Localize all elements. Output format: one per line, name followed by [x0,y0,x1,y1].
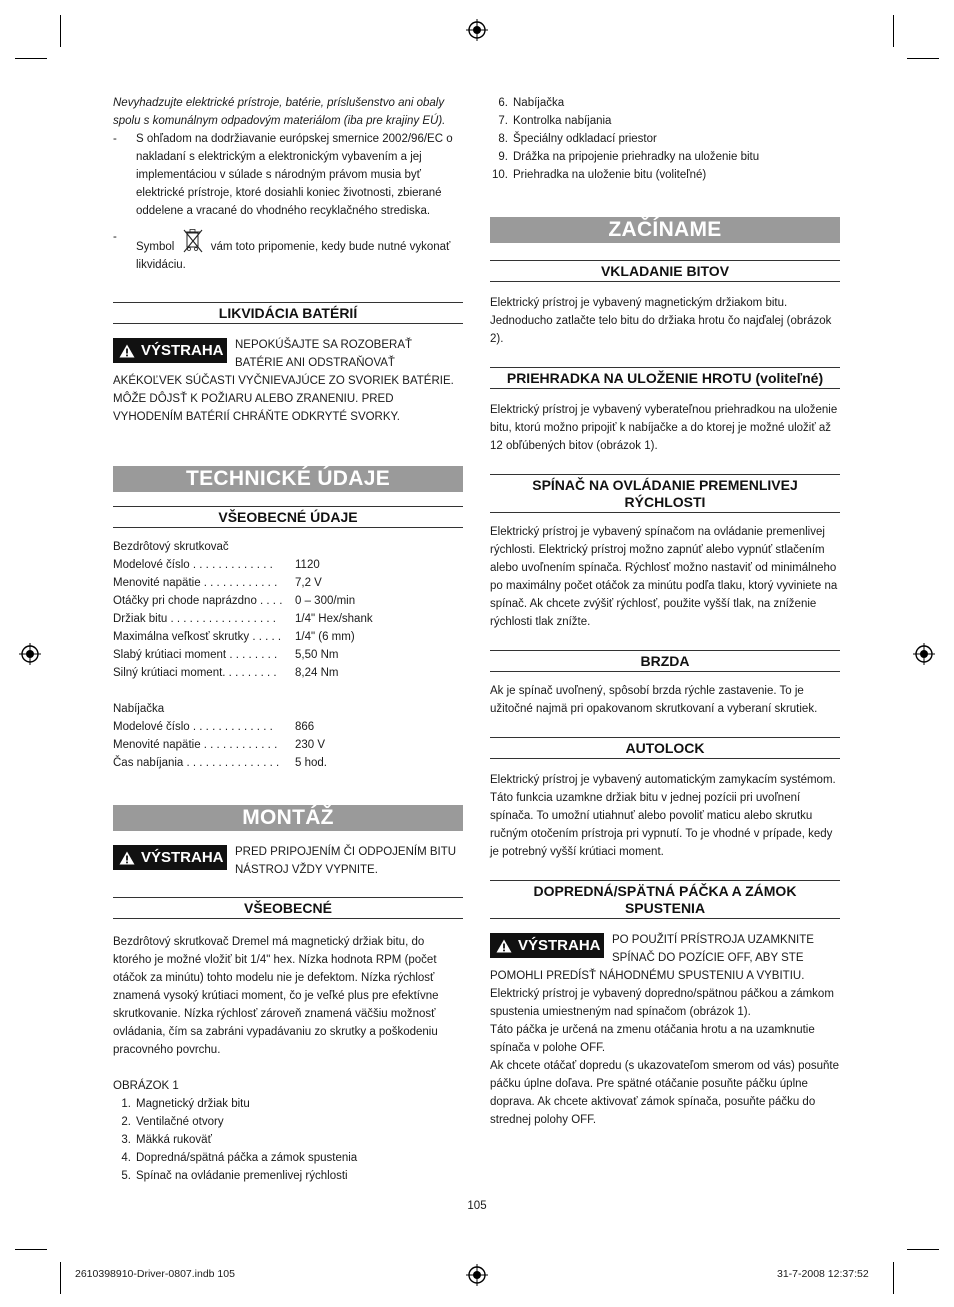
warning-badge [113,845,227,870]
autolock-heading: AUTOLOCK [490,737,840,759]
spec-row: Čas nabíjania . . . . . . . . . . . . . . . 5 hod. [113,757,327,769]
spec-row: Slabý krútiaci moment . . . . . . . . 5,50 Nm [113,649,339,661]
footer-file-info: 2610398910-Driver-0807.indb 105 [75,1268,235,1280]
bit-storage-text: Elektrický prístroj je vybavený vyberateľnou priehradkou na uloženie bitu, ktorú možno pripojiť k nabíjačke a do ktorej je možné uložiť až 12 obľúbených bitov (obrázok 1). [490,404,838,452]
crop-mark [60,1262,61,1294]
spec-row: Menovité napätie . . . . . . . . . . . . 7,2 V [113,577,322,589]
warning-triangle-icon [119,344,135,358]
warning-badge [113,338,227,363]
driver-title: Bezdrôtový skrutkovač [113,541,229,553]
disposal-bullet-text: S ohľadom na dodržiavanie európskej smernice 2002/96/EC o nakladaní s elektrickým a elektronickým vybavením a jej implementáciou v súlade s národným právom musia byť elektrické prístroje, ktoré dosiahli koniec životnosti, zbierané oddelene a vracané do vhodného recyklačného strediska. [136,133,453,217]
warning-label: VÝSTRAHA [141,849,224,866]
list-item: 5. Spínač na ovládanie premenlivej rýchlosti [121,1170,348,1182]
list-item: 1. Magnetický držiak bitu [121,1098,250,1110]
crop-mark [15,1249,47,1250]
insert-bits-heading: VKLADANIE BITOV [490,260,840,282]
registration-mark-icon [466,19,488,41]
charger-specs [113,718,463,772]
warning-badge [490,933,604,958]
spec-row: Silný krútiaci moment. . . . . . . . . 8,24 Nm [113,667,339,679]
list-item: 9. Drážka na pripojenie priehradky na uloženie bitu [498,151,760,163]
assembly-title: MONTÁŽ [113,805,463,831]
registration-mark-icon [19,643,41,665]
general-data-heading: VŠEOBECNÉ ÚDAJE [113,506,463,528]
brake-text: Ak je spínač uvoľnený, spôsobí brzda rýchle zastavenie. To je užitočné najmä pri opakovanom skrutkovaní a vyberaní skrutiek. [490,685,818,715]
list-item: 8. Špeciálny odkladací priestor [498,133,657,145]
spec-row: Držiak bitu . . . . . . . . . . . . . . . . . 1/4" Hex/shank [113,613,373,625]
technical-data-title: TECHNICKÉ ÚDAJE [113,466,463,492]
speed-switch-text: Elektrický prístroj je vybavený spínačom na ovládanie premenlivej rýchlosti. Elektrický prístroj možno zapnúť alebo vypnúť stlačením alebo uvoľnením spínača. Rýchlosť možno nastaviť od minimálneho po maximálny počet otáčok za minútu podľa tlaku, ktorý vyviniete na spínač. Ak chcete zvýšiť rýchlosť, použite vyšší tlak, na zníženie rýchlosti tlak znížte. [490,526,838,628]
forward-reverse-text: Táto páčka je určená na zmenu otáčania hrotu a na uzamknutie spínača v polohe OFF. [490,1024,815,1054]
figure-list [113,1095,463,1185]
warning-label: VÝSTRAHA [141,342,224,359]
insert-bits-text: Elektrický prístroj je vybavený magnetickým držiakom bitu. Jednoducho zatlačte telo bitu do držiaka hrotu čo najďalej (obrázok 2). [490,297,832,345]
battery-warning [113,336,463,426]
battery-disposal-heading: LIKVIDÁCIA BATÉRIÍ [113,302,463,324]
getting-started-title: ZAČÍNAME [490,217,840,243]
battery-warning-text: NEPOKÚŠAJTE SA ROZOBERAŤ BATÉRIE ANI ODSTRAŇOVAŤ AKÉKOĽVEK SÚČASTI VYČNIEVAJÚCE ZO SVORIEK BATÉRIE. MÔŽE DÔJSŤ K POŽIARU ALEBO ZRANENIU. PRED VYHODENÍM BATÉRIÍ CHRÁŇTE ODKRYTÉ SVORKY. [113,339,454,423]
autolock-text: Elektrický prístroj je vybavený automatickým zamykacím systémom. Táto funkcia uzamkne držiak bitu v jednej pozícii pri uvoľnení spínača. To umožní utiahnuť alebo povoliť maticu alebo skrutku ručným otočením prístroja pri vypnutí. To je vhodné v prípade, kedy je potrebný vyšší krútiaci moment. [490,774,836,858]
speed-switch-heading: SPÍNAČ NA OVLÁDANIE PREMENLIVEJ RÝCHLOSTI [490,474,840,513]
brake-heading: BRZDA [490,650,840,672]
warning-label: VÝSTRAHA [518,937,601,954]
forward-reverse-warning [490,931,840,985]
spec-row: Modelové číslo . . . . . . . . . . . . . 866 [113,721,315,733]
forward-reverse-heading: DOPREDNÁ/SPÄTNÁ PÁČKA A ZÁMOK SPUSTENIA [490,880,840,919]
page-number: 105 [467,1200,487,1212]
forward-reverse-text: Ak chcete otáčať dopredu (s ukazovateľom smerom od vás) posuňte páčku úplne doľava. Pre spätné otáčanie posuňte páčku úplne doprava. Ak chcete aktivovať zámok spínača, posuňte páčku do strednej polohy OFF. [490,1060,840,1126]
crop-mark [15,58,47,59]
assembly-warning [113,843,463,879]
list-item: 4. Dopredná/spätná páčka a zámok spustenia [121,1152,358,1164]
crop-mark [907,58,939,59]
list-item: 3. Mäkká rukoväť [121,1134,212,1146]
driver-specs [113,556,463,682]
forward-reverse-text: Elektrický prístroj je vybavený dopredno/spätnou páčkou a zámkom spustenia umiestneným nad spínačom (obrázok 1). [490,988,834,1018]
left-column [113,94,463,1185]
crossed-out-bin-icon [182,228,204,254]
general-heading: VŠEOBECNÉ [113,897,463,919]
symbol-after-text: vám toto pripomenie, kedy bude nutné vykonať likvidáciu. [136,241,451,271]
forward-reverse-warning-text: PO POUŽITÍ PRÍSTROJA UZAMKNITE SPÍNAČ DO POZÍCIE OFF, ABY STE POMOHLI PREDÍSŤ NÁHODNÉMU SPUSTENIU A VYBITIU. [490,934,814,982]
list-item: 10. Priehradka na uloženie bitu (voliteľné) [492,169,707,181]
crop-mark [907,1249,939,1250]
disposal-symbol-bullet: - Symbol vám toto pripomenie, kedy bude nutné vykonať likvidáciu. [113,228,463,274]
list-item: 2. Ventilačné otvory [121,1116,224,1128]
assembly-warning-text: PRED PRIPOJENÍM ČI ODPOJENÍM BITU NÁSTROJ VŽDY VYPNITE. [235,846,457,876]
warning-triangle-icon [496,939,512,953]
figure-label: OBRÁZOK 1 [113,1080,179,1092]
registration-mark-icon [913,643,935,665]
footer-timestamp: 31-7-2008 12:37:52 [777,1268,869,1280]
registration-mark-icon [466,1264,488,1286]
crop-mark [893,15,894,47]
right-column [490,94,840,1129]
crop-mark [893,1262,894,1294]
symbol-before-text: Symbol [136,241,175,253]
spec-row: Maximálna veľkosť skrutky . . . . . 1/4" (6 mm) [113,631,355,643]
spec-row: Modelové číslo . . . . . . . . . . . . . 1120 [113,559,320,571]
charger-title: Nabíjačka [113,703,165,715]
list-item: 6. Nabíjačka [498,97,565,109]
spec-row: Otáčky pri chode naprázdno . . . . 0 – 300/min [113,595,356,607]
list-item: 7. Kontrolka nabíjania [498,115,612,127]
warning-triangle-icon [119,851,135,865]
general-text: Bezdrôtový skrutkovač Dremel má magnetický držiak bitu, do ktorého je možné vložiť bit 1/4" hex. Nízka hodnota RPM (počet otáčok za minútu) tohto modelu nie je defektom. Nízka rýchlosť znamená vysoký krútiaci moment, čo je veľké plus pre efektívne skrutkovanie. Nízka rýchlosť zároveň znamená väčšiu možnosť ovládania, čím sa zabráni vypadávaniu zo skrutky a poškodeniu pracovného povrchu. [113,936,439,1056]
figure-list-continued [490,94,840,184]
bit-storage-heading: PRIEHRADKA NA ULOŽENIE HROTU (voliteľné) [490,367,840,389]
crop-mark [60,15,61,47]
spec-row: Menovité napätie . . . . . . . . . . . . 230 V [113,739,326,751]
disposal-bullet: - S ohľadom na dodržiavanie európskej smernice 2002/96/EC o nakladaní s elektrickým a elektronickým vybavením a jej implementáciou v súlade s národným právom musia byť elektrické prístroje, ktoré dosiahli koniec životnosti, zbierané oddelene a vracané do vhodného recyklačného strediska. [113,130,463,220]
disposal-intro: Nevyhadzujte elektrické prístroje, batérie, príslušenstvo ani obaly spolu s komunálnym odpadovým materiálom (iba pre krajiny EÚ). [113,97,446,127]
